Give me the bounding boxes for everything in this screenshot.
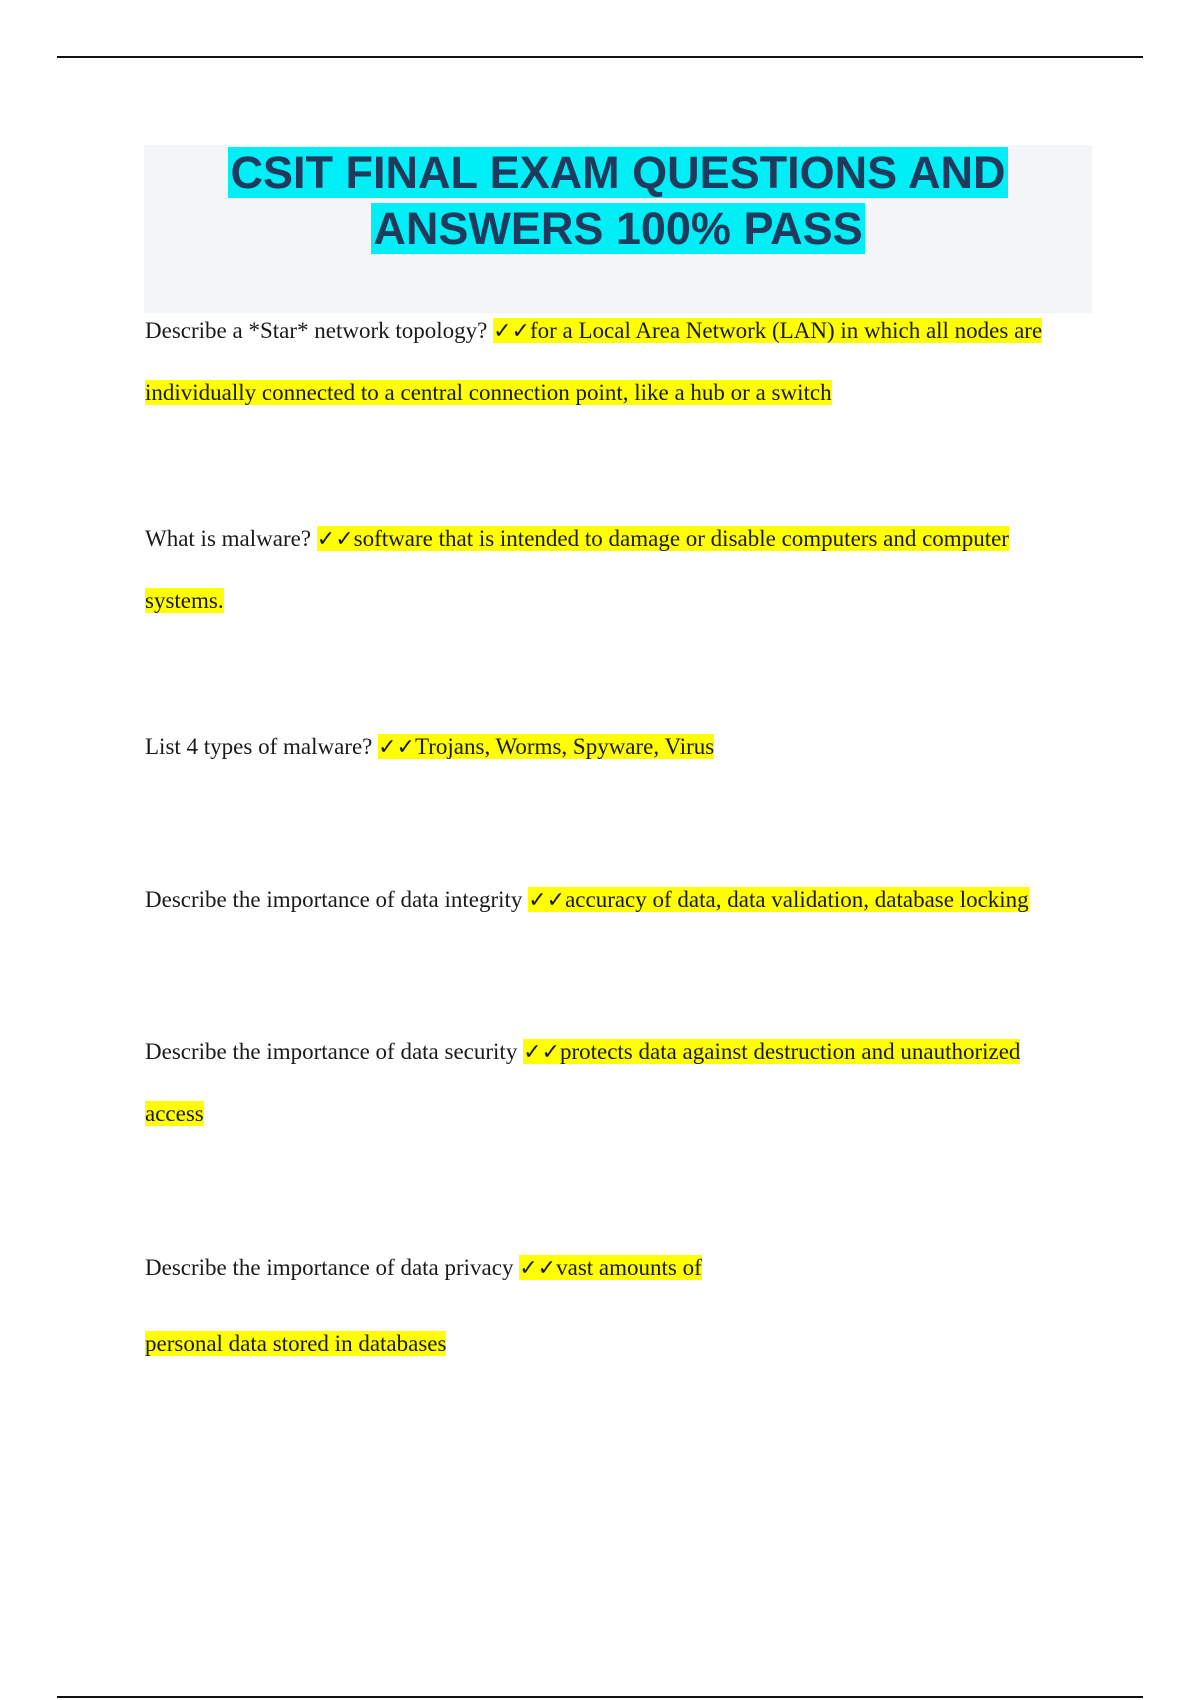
double-check-icon: ✓✓: [378, 735, 415, 760]
document-title-text: CSIT FINAL EXAM QUESTIONS AND ANSWERS 100% PASS: [230, 147, 1006, 254]
answer-text-line1: vast amounts of: [556, 1255, 702, 1280]
question-text: Describe a *Star* network topology?: [145, 318, 494, 343]
answer-text: for a Local Area Network (LAN) in which all nodes are individually connected to a central connection point, like a hub or a switch: [145, 318, 1043, 405]
answer-text: accuracy of data, data validation, database locking: [565, 887, 1029, 912]
answer-text: Trojans, Worms, Spyware, Virus: [415, 734, 715, 759]
document-title: [144, 145, 1092, 257]
answer-highlight: [145, 1331, 446, 1356]
qa-item-data-security: [145, 1021, 1075, 1144]
question-text: List 4 types of malware?: [145, 734, 379, 759]
answer-highlight: [519, 1255, 702, 1280]
top-rule: [57, 56, 1143, 58]
answer-text: protects data against destruction and unauthorized access: [145, 1039, 1021, 1126]
qa-item-malware: [145, 508, 1075, 631]
answer-highlight: [378, 734, 714, 759]
double-check-icon: ✓✓: [519, 1256, 557, 1281]
qa-item-data-integrity: [145, 869, 1075, 931]
question-text: Describe the importance of data security: [145, 1039, 524, 1064]
double-check-icon: ✓✓: [528, 888, 566, 913]
answer-highlight: [528, 887, 1029, 912]
qa-item-data-privacy: [145, 1230, 1075, 1381]
bottom-rule: [57, 1696, 1143, 1698]
qa-item-malware-types: [145, 716, 1075, 778]
answer-text: software that is intended to damage or disable computers and computer systems.: [145, 526, 1009, 613]
double-check-icon: ✓✓: [523, 1040, 560, 1065]
double-check-icon: ✓✓: [316, 527, 354, 552]
question-text: Describe the importance of data privacy: [145, 1255, 520, 1280]
qa-item-star-topology: [145, 300, 1075, 423]
question-text: What is malware?: [145, 526, 317, 551]
answer-text-line2: personal data stored in databases: [145, 1331, 447, 1356]
double-check-icon: ✓✓: [493, 319, 530, 344]
question-text: Describe the importance of data integrity: [145, 887, 529, 912]
